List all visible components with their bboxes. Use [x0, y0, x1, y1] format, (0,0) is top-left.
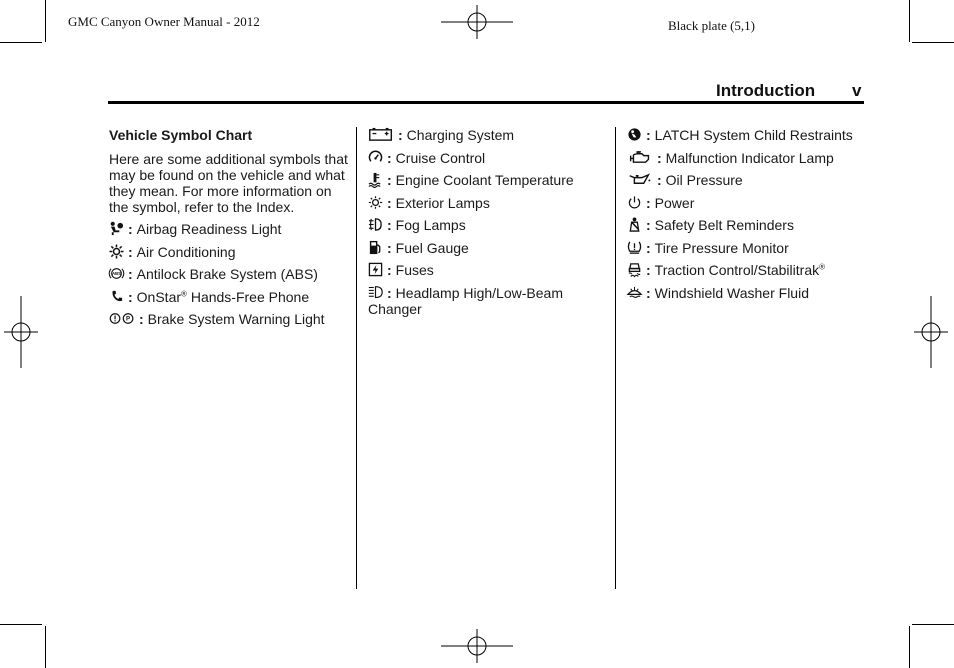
manual-title: GMC Canyon Owner Manual - 2012: [68, 14, 260, 29]
symbol-label: Exterior Lamps: [395, 194, 490, 211]
symbol-entry: : Cruise Control: [368, 150, 608, 166]
symbol-entry: : Engine Coolant Temperature: [368, 172, 608, 188]
registration-mark-bottom: [441, 629, 513, 663]
column-1: [109, 127, 349, 334]
symbol-entry: : Power: [627, 195, 863, 211]
registration-mark-right: [914, 296, 948, 368]
fuel-pump-icon: [368, 240, 383, 255]
header-rule: [108, 101, 864, 104]
symbol-entry: : Charging System: [368, 127, 608, 143]
tire-pressure-icon: [627, 240, 642, 255]
symbol-entry: : Windshield Washer Fluid: [627, 285, 863, 301]
symbol-label: Fuel Gauge: [395, 239, 469, 256]
symbol-entry: : Tire Pressure Monitor: [627, 240, 863, 256]
registration-mark-left: [4, 296, 38, 368]
registration-mark-top: [441, 5, 513, 39]
symbol-entry: : Headlamp High/Low-Beam Changer: [368, 284, 563, 317]
latch-child-seat-icon: [627, 127, 642, 142]
column-3: [627, 127, 863, 307]
washer-fluid-icon: [627, 285, 642, 300]
symbol-label: Safety Belt Reminders: [654, 217, 794, 233]
symbol-entry: : LATCH System Child Restraints: [627, 127, 863, 143]
cruise-control-icon: [368, 150, 383, 165]
symbol-entry: : Air Conditioning: [109, 244, 349, 260]
engine-malfunction-icon: [627, 150, 653, 165]
symbol-entry: : Airbag Readiness Light: [109, 221, 349, 237]
symbol-label: Charging System: [406, 127, 515, 143]
oil-can-icon: [627, 172, 653, 187]
symbol-entry: : Fog Lamps: [368, 217, 608, 233]
symbol-label: Power: [654, 194, 695, 211]
symbol-label: LATCH System Child Restraints: [654, 127, 853, 143]
intro-paragraph: Here are some additional symbols that may be found on the vehicle and what they mean. For more information on the symbol, refer to the Index.: [109, 151, 348, 215]
symbol-entry: : Malfunction Indicator Lamp: [627, 150, 863, 166]
symbol-entry: : Oil Pressure: [627, 172, 863, 188]
symbol-label: Cruise Control: [395, 149, 486, 166]
svg-text:P: P: [126, 316, 131, 323]
abs-icon: [109, 266, 124, 281]
symbol-label: Windshield Washer Fluid: [654, 284, 809, 301]
airbag-icon: [109, 221, 124, 236]
fuse-icon: [368, 262, 383, 277]
seat-belt-icon: [627, 217, 642, 232]
symbol-label: Antilock Brake System (ABS): [136, 266, 318, 282]
column-2: [368, 127, 608, 323]
onstar-phone-icon: [109, 289, 124, 304]
air-conditioning-icon: [109, 244, 124, 259]
symbol-label: Fog Lamps: [395, 217, 466, 233]
symbol-entry: P : Brake System Warning Light: [109, 311, 349, 327]
symbol-label: Tire Pressure Monitor: [654, 239, 789, 256]
symbol-label: Air Conditioning: [136, 243, 236, 260]
symbol-entry: : Fuel Gauge: [368, 240, 608, 256]
symbol-label: Traction Control/Stabilitrak®: [654, 262, 826, 278]
page-number: v: [852, 81, 862, 100]
plate-label: Black plate (5,1): [668, 18, 755, 33]
symbol-label: Engine Coolant Temperature: [395, 172, 574, 188]
symbol-entry: ABS : Antilock Brake System (ABS): [109, 266, 349, 282]
symbol-entry: : Exterior Lamps: [368, 195, 608, 211]
symbol-label: OnStar® Hands-Free Phone: [136, 288, 310, 305]
svg-text:ABS: ABS: [112, 271, 121, 277]
column-divider: [356, 127, 357, 589]
chart-heading: Vehicle Symbol Chart: [109, 127, 253, 143]
coolant-temperature-icon: [368, 172, 383, 187]
symbol-label: Oil Pressure: [665, 172, 743, 188]
traction-control-icon: [627, 262, 642, 277]
symbol-label: Headlamp High/Low-Beam Changer: [368, 284, 563, 317]
symbol-label: Malfunction Indicator Lamp: [665, 149, 834, 166]
symbol-label: Fuses: [395, 262, 434, 278]
symbol-label: Brake System Warning Light: [147, 311, 325, 327]
symbol-label: Airbag Readiness Light: [136, 221, 282, 237]
power-icon: [627, 195, 642, 210]
brake-warning-icon: [109, 311, 135, 326]
battery-icon: [368, 127, 394, 142]
fog-lamp-icon: [368, 217, 383, 232]
symbol-entry: : Traction Control/Stabilitrak®: [627, 262, 863, 278]
exterior-lamp-icon: [368, 195, 383, 210]
headlamp-beam-icon: [368, 285, 383, 300]
symbol-entry: : Fuses: [368, 262, 608, 278]
section-title: Introduction: [716, 81, 816, 100]
symbol-entry: : Safety Belt Reminders: [627, 217, 863, 233]
symbol-entry: : OnStar® Hands-Free Phone: [109, 289, 349, 305]
column-divider: [615, 127, 616, 589]
